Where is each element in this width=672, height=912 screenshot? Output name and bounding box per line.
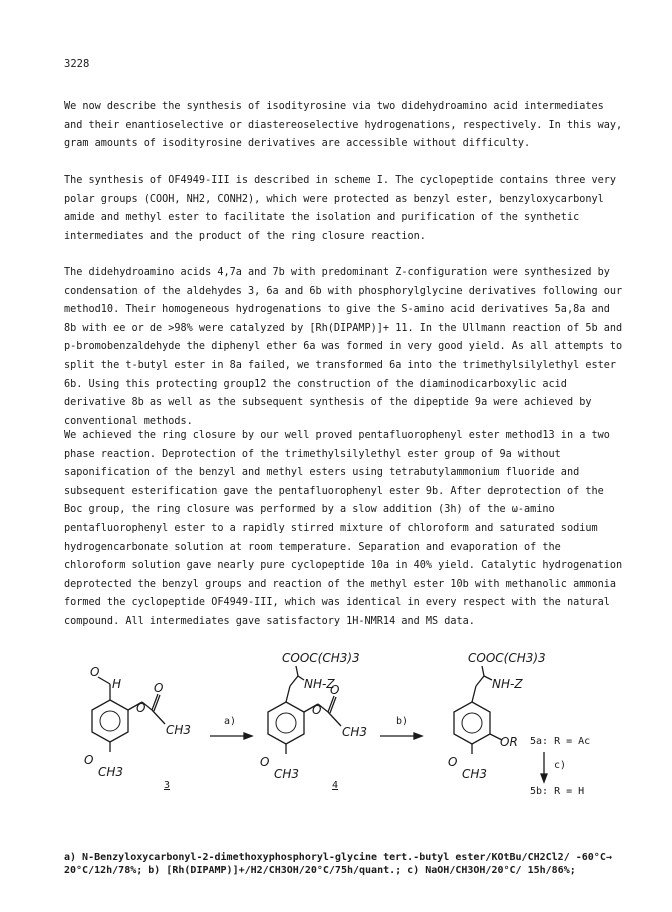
page-number: 3228: [64, 58, 90, 70]
carbonyl-oxygen-4: O: [330, 683, 340, 697]
ether-oxygen-5: O: [448, 755, 458, 769]
benzene-ring-3: [92, 700, 128, 742]
ether-oxygen-3: O: [84, 753, 94, 767]
or-group-5: OR: [500, 735, 518, 749]
label-5a: 5a: R = Ac: [530, 736, 591, 747]
arrow-b-label: b): [396, 716, 409, 727]
ether-oxygen-4: O: [260, 755, 270, 769]
tert-butyl-ester-4: COOC(CH3)3: [282, 651, 360, 665]
tert-butyl-ester-5: COOC(CH3)3: [468, 651, 546, 665]
aldehyde-oxygen: O: [90, 665, 100, 679]
ester-methyl-4: CH3: [342, 725, 368, 739]
benzene-ring-4: [268, 702, 304, 744]
ether-methyl-4: CH3: [274, 767, 300, 781]
reaction-scheme: [0, 640, 672, 850]
ester-methyl-3: CH3: [166, 723, 192, 737]
paragraph-scheme-description: The synthesis of OF4949-III is described in scheme I. The cyclopeptide contains three very polar groups (COOH, NH2, CONH2), which were protected as benzyl ester, benzyloxycarbonyl amide and methyl ester to facilitate the isolation and purification of the synthetic intermediates and the product of the ring closure reaction.: [64, 175, 617, 242]
ether-methyl-5: CH3: [462, 767, 488, 781]
paragraph-didehydroamino-acids: The didehydroamino acids 4,7a and 7b with predominant Z-configuration were synthesized by condensation of the aldehydes 3, 6a and 6b with phosphorylglycine derivatives following our method10. Their homogeneous hydrogenations to give the S-amino acid derivatives 5a,8a and 8b with ee or de >98% were catalyzed by [Rh(DIPAMP)]+ 11. In the Ullmann reaction of 5b and p-bromobenzaldehyde the diphenyl ether 6a was formed in very good yield. As all attempts to split the t-butyl ester in 8a failed, we transformed 6a into the trimethylsilylethyl ester 6b. Using this protecting group12 the construction of the diaminodicarboxylic acid derivative 8b as well as the subsequent synthesis of the dipeptide 9a were achieved by conventional methods.: [64, 267, 623, 427]
compound-label-4: 4: [332, 780, 339, 791]
ester-oxygen-3: O: [136, 701, 146, 715]
ester-oxygen-4: O: [312, 703, 322, 717]
paragraph-intro: We now describe the synthesis of isodityrosine via two didehydroamino acid intermediates and their enantioselective or diastereoselective hydrogenations, respectively. In this way, gram amounts of isodityrosine derivatives are accessible without difficulty.: [64, 101, 623, 150]
nh-z-5: NH-Z: [492, 677, 523, 691]
ether-methyl-3: CH3: [98, 765, 124, 779]
aldehyde-hydrogen: H: [112, 677, 122, 691]
paragraph-ring-closure: We achieved the ring closure by our well proved pentafluorophenyl ester method13 in a two phase reaction. Deprotection of the trimethylsilylethyl ester group of 9a without saponification of the benzyl and methyl esters using tetrabutylammonium fluoride and subsequent esterification gave the pentafluorophenyl ester 9b. After deprotection of the Boc group, the ring closure was performed by a slow addition (3h) of the ω-amino pentafluorophenyl ester to a rapidly stirred mixture of chloroform and saturated sodium hydrogencarbonate solution at room temperature. Separation and evaporation of the chloroform solution gave nearly pure cyclopeptide 10a in 40% yield. Catalytic hydrogenation deprotected the benzyl groups and reaction of the methyl ester 10b with methanolic ammonia formed the cyclopeptide OF4949-III, which was identical in every respect with the natural compound. All intermediates gave satisfactory 1H-NMR14 and MS data.: [64, 430, 623, 627]
arrow-c-label: c): [554, 760, 567, 771]
benzene-ring-5: [454, 702, 490, 744]
nh-z-4: NH-Z: [304, 677, 335, 691]
arrow-a-label: a): [224, 716, 237, 727]
compound-label-3: 3: [164, 780, 171, 791]
label-5b: 5b: R = H: [530, 786, 585, 797]
carbonyl-oxygen-3: O: [154, 681, 164, 695]
scheme-caption: a) N-Benzyloxycarbonyl-2-dimethoxyphosphoryl-glycine tert.-butyl ester/KOtBu/CH2Cl2/ -60°C→ 20°C/12h/78%; b) [Rh(DIPAMP)]+/H2/CH3OH/20°C/75h/quant.; c) NaOH/CH3OH/20°C/ 15h/86%;: [64, 852, 612, 876]
